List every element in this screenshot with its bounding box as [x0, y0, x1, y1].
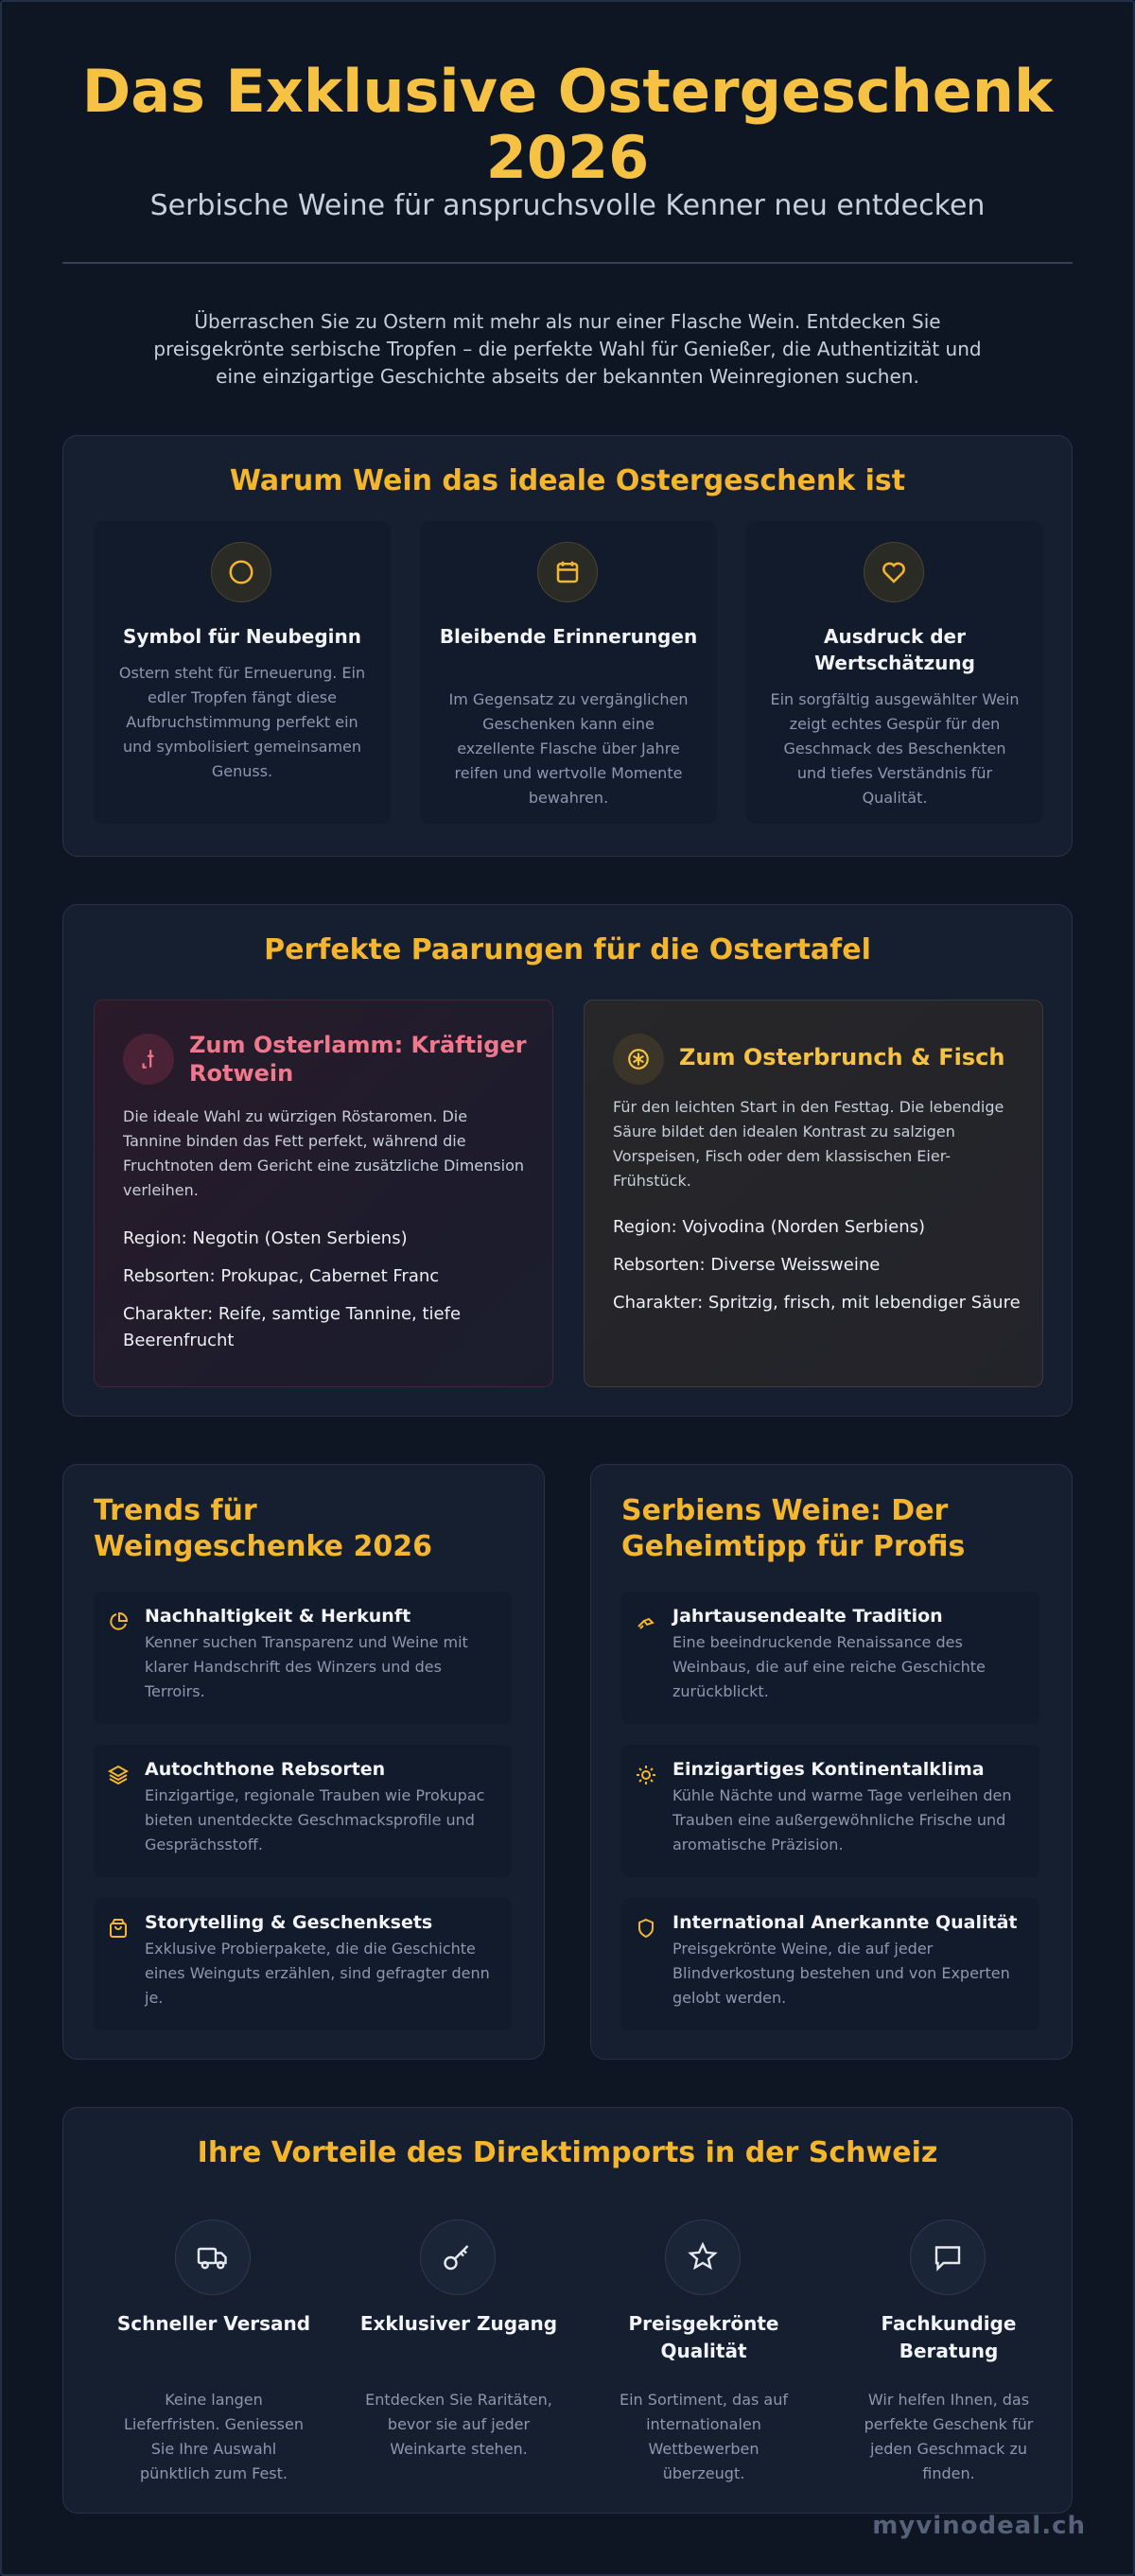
truck-icon: [175, 2219, 251, 2295]
advantage-title: Fachkundige Beratung: [881, 2312, 1017, 2362]
star-icon: [665, 2219, 741, 2295]
trend-item-storytelling: [94, 1898, 512, 2030]
trend-text: Einzigartige, regionale Trauben wie Prokupac bieten unentdeckte Geschmacksprofile und Gesprächsstoff.: [145, 1786, 485, 1854]
why-card-text: Ostern steht für Erneuerung. Ein edler Tropfen fängt diese Aufbruchstimmung perfekt ein und symbolisiert gemeinsamen Genuss.: [118, 664, 366, 780]
pairing-region: Region: Vojvodina (Norden Serbiens): [613, 1217, 926, 1237]
pairing-title: Zum Osterbrunch & Fisch: [679, 1044, 1005, 1070]
trend-text: Exklusive Probierpakete, die die Geschichte eines Weinguts erzählen, sind gefragter denn je.: [145, 1940, 490, 2007]
serbia-section: [590, 1464, 1073, 2060]
why-card-text: Ein sorgfältig ausgewählter Wein zeigt echtes Gespür für den Geschmack des Beschenkten und tiefes Verständnis für Qualität.: [770, 690, 1020, 807]
serbia-item-qualitaet: [621, 1898, 1039, 2030]
heart-icon: [864, 542, 924, 602]
pairings-section: [62, 904, 1073, 1417]
why-title: Warum Wein das ideale Ostergeschenk ist: [229, 464, 906, 497]
why-card-neubeginn: [94, 521, 391, 824]
trend-title: Storytelling & Geschenksets: [145, 1912, 433, 1933]
layers-icon: [107, 1764, 130, 1786]
advantage-text: Wir helfen Ihnen, das perfekte Geschenk für jeden Geschmack zu finden.: [864, 2391, 1034, 2482]
calendar-icon: [537, 542, 598, 602]
pairing-character: Charakter: Reife, samtige Tannine, tiefe Beerenfrucht: [123, 1304, 462, 1350]
pairing-grapes: Rebsorten: Prokupac, Cabernet Franc: [123, 1266, 440, 1286]
chat-icon: [910, 2219, 986, 2295]
advantage-text: Entdecken Sie Raritäten, bevor sie auf jeder Weinkarte stehen.: [365, 2391, 552, 2458]
trends-title: Trends für Weingeschenke 2026: [94, 1494, 432, 1563]
brand-footer: myvinodeal.ch: [872, 2512, 1086, 2540]
pairing-title: Zum Osterlamm: Kräftiger Rotwein: [189, 1032, 527, 1087]
trend-title: Autochthone Rebsorten: [145, 1759, 386, 1780]
why-card-title: Symbol für Neubeginn: [123, 625, 361, 648]
advantage-title: Exklusiver Zugang: [359, 2312, 558, 2335]
serbia-title-item: International Anerkannte Qualität: [672, 1912, 1018, 1933]
snowflake-icon: [613, 1034, 664, 1085]
trend-title: Nachhaltigkeit & Herkunft: [145, 1606, 411, 1627]
pairings-title: Perfekte Paarungen für die Ostertafel: [264, 933, 871, 966]
trends-section: [62, 1464, 545, 2060]
shopping-bag-icon: [107, 1917, 130, 1940]
advantages-title: Ihre Vorteile des Direktimports in der Schweiz: [197, 2136, 938, 2169]
pairing-character: Charakter: Spritzig, frisch, mit lebendiger Säure: [613, 1293, 1021, 1313]
serbia-item-klima: [621, 1745, 1039, 1877]
trend-item-nachhaltigkeit: [94, 1592, 512, 1724]
pairing-card-osterbrunch: [584, 1000, 1043, 1387]
serbia-item-tradition: [621, 1592, 1039, 1724]
why-section: [62, 435, 1073, 857]
trend-item-rebsorten: [94, 1745, 512, 1877]
serbia-text: Preisgekrönte Weine, die auf jeder Blindverkostung bestehen und von Experten gelobt werden.: [672, 1940, 1010, 2007]
pairing-card-osterlamm: [94, 1000, 553, 1387]
circle-icon: [211, 542, 271, 602]
pairing-grapes: Rebsorten: Diverse Weissweine: [613, 1255, 881, 1275]
serbia-title-item: Einzigartiges Kontinentalklima: [672, 1759, 985, 1780]
advantage-text: Ein Sortiment, das auf internationalen Wettbewerben überzeugt.: [620, 2391, 788, 2482]
pie-chart-icon: [107, 1610, 130, 1633]
serbia-title-item: Jahrtausendealte Tradition: [672, 1606, 943, 1627]
advantages-section: [62, 2107, 1073, 2514]
pairing-region: Region: Negotin (Osten Serbiens): [123, 1228, 408, 1248]
advantage-title: Preisgekrönte Qualität: [628, 2312, 779, 2362]
sun-icon: [635, 1764, 657, 1786]
scroll-icon: [635, 1610, 657, 1633]
wine-bottle-icon: [123, 1034, 174, 1085]
page-title: Das Exklusive Ostergeschenk 2026: [81, 57, 1054, 192]
why-card-text: Im Gegensatz zu vergänglichen Geschenken kann eine exzellente Flasche über Jahre reifen und wertvolle Momente bewahren.: [448, 690, 689, 807]
why-card-title: Bleibende Erinnerungen: [439, 625, 698, 648]
pairing-text: Die ideale Wahl zu würzigen Röstaromen. Die Tannine binden das Fett perfekt, während die Fruchtnoten dem Gericht eine zusätzliche Dimension verleihen.: [123, 1107, 524, 1199]
serbia-title: Serbiens Weine: Der Geheimtipp für Profis: [621, 1494, 966, 1563]
intro-text: Überraschen Sie zu Ostern mit mehr als nur einer Flasche Wein. Entdecken Sie preisgekrönte serbische Tropfen – die perfekte Wahl für Genießer, die Authentizität und eine einzigartige Geschichte abseits der bekannten Weinregionen suchen.: [153, 310, 982, 388]
shield-icon: [635, 1917, 657, 1940]
why-card-erinnerungen: [420, 521, 717, 824]
advantage-text: Keine langen Lieferfristen. Geniessen Sie Ihre Auswahl pünktlich zum Fest.: [123, 2391, 304, 2482]
serbia-text: Kühle Nächte und warme Tage verleihen den Trauben eine außergewöhnliche Frische und aromatische Präzision.: [672, 1786, 1012, 1854]
why-card-title: Ausdruck der Wertschätzung: [814, 625, 975, 674]
trend-text: Kenner suchen Transparenz und Weine mit klarer Handschrift des Winzers und des Terroirs.: [145, 1633, 468, 1700]
advantage-title: Schneller Versand: [116, 2312, 311, 2335]
serbia-text: Eine beeindruckende Renaissance des Weinbaus, die auf eine reiche Geschichte zurückblickt.: [672, 1633, 986, 1700]
why-card-wertschaetzung: [746, 521, 1043, 824]
key-icon: [420, 2219, 496, 2295]
pairing-text: Für den leichten Start in den Festtag. Die lebendige Säure bildet den idealen Kontrast zu salzigen Vorspeisen, Fisch oder dem klassischen Eier-Frühstück.: [613, 1098, 1004, 1190]
page-subtitle: Serbische Weine für anspruchsvolle Kenner neu entdecken: [149, 189, 986, 222]
header-divider: [62, 262, 1073, 264]
